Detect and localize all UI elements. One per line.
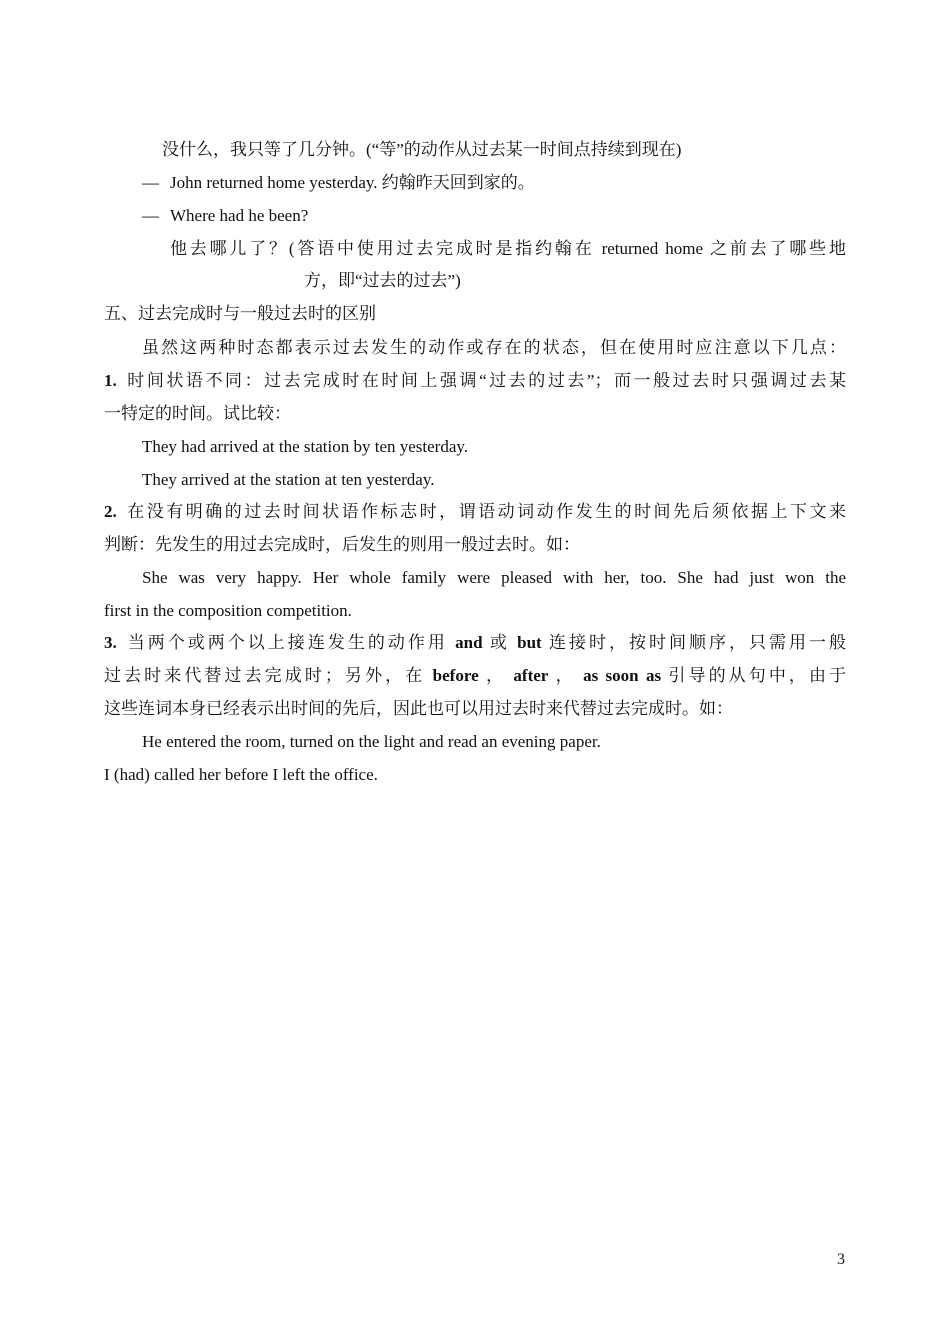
point1-text-2: 一特定的时间。试比较：	[104, 404, 291, 423]
section-heading	[104, 303, 376, 325]
answer-line-2	[304, 270, 461, 292]
answer-text-1: 他去哪儿了？(答语中使用过去完成时是指约翰在 returned home 之前去了哪些地	[170, 239, 846, 258]
point2-text-1: 在没有明确的过去时间状语作标志时，谓语动词动作发生的时间先后须依据上下文来	[124, 502, 846, 521]
point1-text-1: 时间状语不同：过去完成时在时间上强调“过去的过去”；而一般过去时只强调过去某	[124, 371, 846, 390]
point2-line2	[104, 534, 580, 556]
point1-line2	[104, 403, 291, 425]
intro-text: 虽然这两种时态都表示过去发生的动作或存在的状态，但在使用时应注意以下几点：	[142, 338, 846, 357]
point3-text-b: 或	[489, 633, 510, 652]
point1-line1	[104, 370, 846, 392]
section-heading-text: 五、过去完成时与一般过去时的区别	[104, 304, 376, 323]
point3-line1	[104, 632, 846, 654]
keyword-but: but	[517, 633, 542, 652]
answer-line-1	[170, 238, 846, 260]
comma-2: ，	[555, 666, 576, 685]
keyword-before: before	[432, 666, 479, 685]
point2-number: 2.	[104, 502, 117, 521]
point3-line3	[104, 698, 733, 720]
point2-example-line1	[142, 567, 846, 589]
dialogue-line-a	[142, 172, 535, 194]
point1-example1-text: They had arrived at the station by ten yesterday.	[142, 437, 469, 456]
point3-text-a: 当两个或两个以上接连发生的动作用	[124, 633, 448, 652]
point1-example1	[142, 436, 468, 458]
dialogue-line-b	[142, 205, 308, 227]
point2-example-text-1: She was very happy. Her whole family were pleased with her, too. She had just won the	[142, 568, 846, 587]
dialogue-text-a: John returned home yesterday. 约翰昨天回到家的。	[170, 173, 535, 192]
keyword-as-soon-as: as soon as	[583, 666, 662, 685]
point3-example2-text: I (had) called her before I left the office.	[104, 765, 378, 784]
point1-number: 1.	[104, 371, 117, 390]
keyword-after: after	[513, 666, 549, 685]
point3-text-c: 连接时，按时间顺序，只需用一般	[548, 633, 847, 652]
point3-line2	[104, 665, 846, 687]
point2-line1	[104, 501, 846, 523]
point2-example-text-2: first in the composition competition.	[104, 601, 352, 620]
point1-example2-text: They arrived at the station at ten yesterday.	[142, 470, 435, 489]
em-dash: —	[142, 206, 159, 225]
point2-example-line2	[104, 600, 352, 622]
em-dash: —	[142, 173, 159, 192]
point3-example1	[142, 731, 601, 753]
point3-example1-text: He entered the room, turned on the light and read an evening paper.	[142, 732, 601, 751]
point3-text-3: 这些连词本身已经表示出时间的先后，因此也可以用过去时来代替过去完成时。如：	[104, 699, 733, 718]
keyword-and: and	[455, 633, 483, 652]
point3-example2	[104, 764, 378, 786]
answer-text-2: 方，即“过去的过去”)	[304, 271, 461, 290]
point3-text-e: 引导的从句中，由于	[668, 666, 847, 685]
point1-example2	[142, 469, 435, 491]
point3-number: 3.	[104, 633, 117, 652]
translation-line	[162, 139, 681, 161]
translation-text: 没什么，我只等了几分钟。(“等”的动作从过去某一时间点持续到现在)	[162, 140, 682, 159]
dialogue-text-b: Where had he been?	[170, 206, 309, 225]
comma-1: ，	[485, 666, 507, 685]
point2-text-2: 判断：先发生的用过去完成时，后发生的则用一般过去时。如：	[104, 535, 580, 554]
page-number-text: 3	[837, 1251, 845, 1268]
intro-paragraph	[142, 337, 846, 359]
point3-text-d: 过去时来代替过去完成时；另外，在	[104, 666, 426, 685]
page-number	[837, 1249, 845, 1271]
